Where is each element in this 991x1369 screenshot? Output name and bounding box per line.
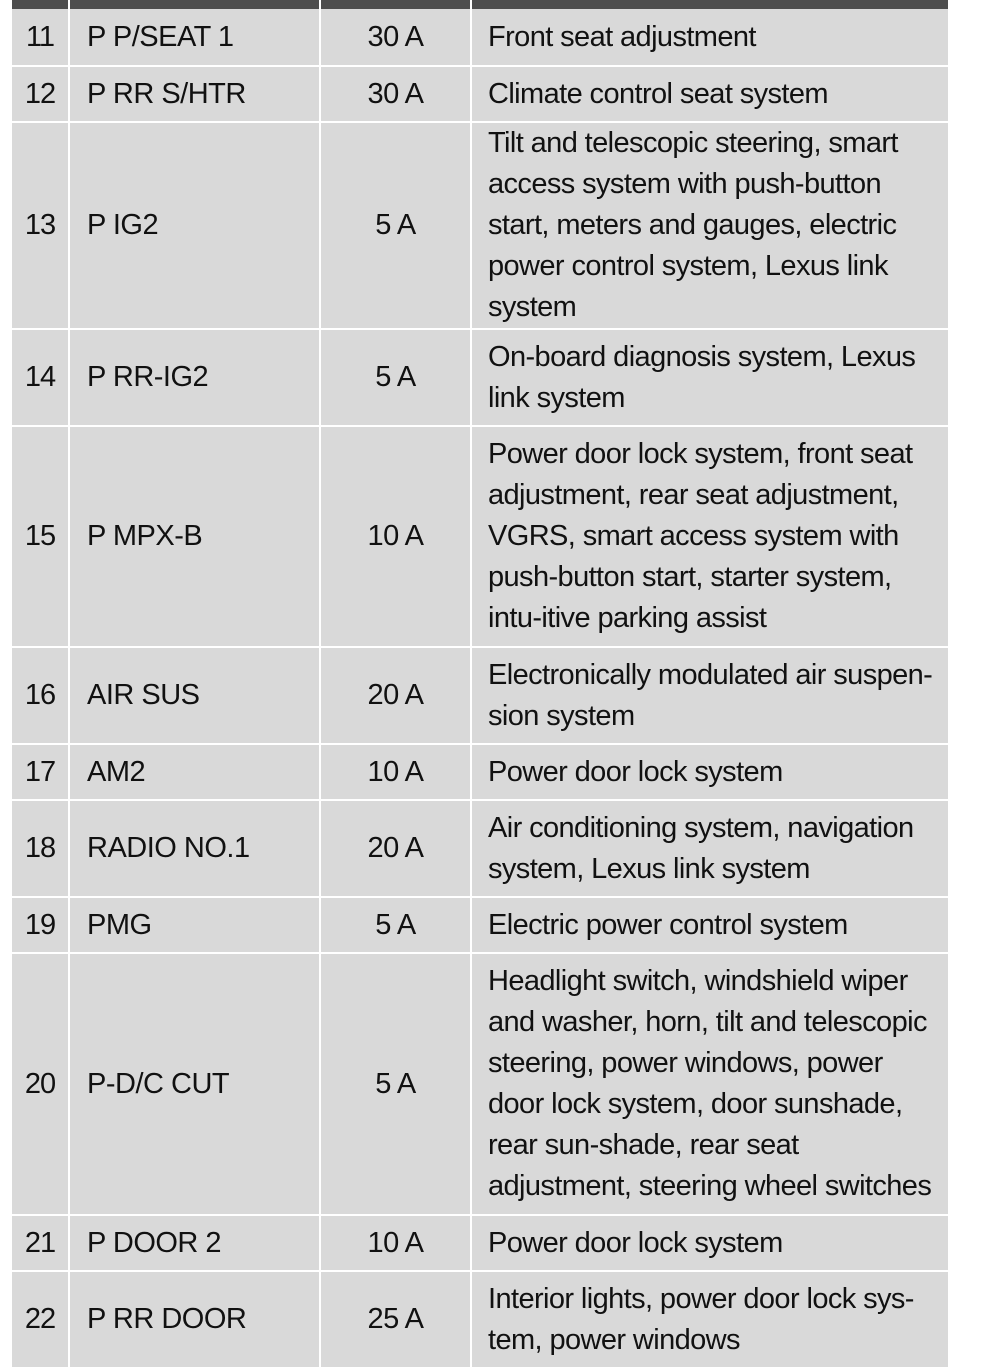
fuse-circuit: Electronically modulated air suspen-sion system — [471, 647, 948, 744]
fuse-circuit: Interior lights, power door lock sys-tem, power windows — [471, 1271, 948, 1368]
fuse-circuit: Front seat adjustment — [471, 9, 948, 66]
fuse-number: 11 — [12, 9, 69, 66]
fuse-number: 21 — [12, 1215, 69, 1271]
table-top-rule — [12, 0, 948, 9]
fuse-ampere: 5 A — [320, 953, 471, 1215]
table-row — [12, 426, 948, 647]
fuse-circuit: Tilt and telescopic steering, smart access system with push-button start, meters and gauges, electric power control system, Lexus link system — [471, 122, 948, 329]
fuse-name: AM2 — [69, 744, 320, 800]
table-row — [12, 953, 948, 1215]
fuse-ampere: 10 A — [320, 426, 471, 647]
fuse-number: 17 — [12, 744, 69, 800]
fuse-number: 16 — [12, 647, 69, 744]
fuse-name: P DOOR 2 — [69, 1215, 320, 1271]
table-row — [12, 9, 948, 66]
fuse-circuit: Air conditioning system, navigation system, Lexus link system — [471, 800, 948, 897]
fuse-name: PMG — [69, 897, 320, 953]
fuse-name: P RR-IG2 — [69, 329, 320, 426]
table-row — [12, 647, 948, 744]
table-row — [12, 122, 948, 329]
fuse-number: 12 — [12, 66, 69, 122]
fuse-number: 18 — [12, 800, 69, 897]
table-row — [12, 800, 948, 897]
fuse-circuit: Power door lock system, front seat adjustment, rear seat adjustment, VGRS, smart access system with push-button start, starter system, intu-itive parking assist — [471, 426, 948, 647]
fuse-number: 20 — [12, 953, 69, 1215]
fuse-circuit: Power door lock system — [471, 744, 948, 800]
fuse-ampere: 20 A — [320, 647, 471, 744]
fuse-ampere: 30 A — [320, 9, 471, 66]
table-row — [12, 329, 948, 426]
fuse-number: 22 — [12, 1271, 69, 1368]
table-row — [12, 1215, 948, 1271]
fuse-ampere: 5 A — [320, 329, 471, 426]
fuse-ampere: 5 A — [320, 122, 471, 329]
fuse-number: 15 — [12, 426, 69, 647]
table-row — [12, 744, 948, 800]
fuse-name: P RR S/HTR — [69, 66, 320, 122]
fuse-ampere: 20 A — [320, 800, 471, 897]
fuse-circuit: Headlight switch, windshield wiper and washer, horn, tilt and telescopic steering, power windows, power door lock system, door sunshade, rear sun-shade, rear seat adjustment, steering wheel switches — [471, 953, 948, 1215]
fuse-number: 14 — [12, 329, 69, 426]
fuse-name: P RR DOOR — [69, 1271, 320, 1368]
fuse-number: 13 — [12, 122, 69, 329]
fuse-ampere: 25 A — [320, 1271, 471, 1368]
fuse-ampere: 30 A — [320, 66, 471, 122]
fuse-name: P P/SEAT 1 — [69, 9, 320, 66]
fuse-name: RADIO NO.1 — [69, 800, 320, 897]
fuse-ampere: 5 A — [320, 897, 471, 953]
table-row — [12, 66, 948, 122]
fuse-circuit: On-board diagnosis system, Lexus link system — [471, 329, 948, 426]
fuse-circuit: Climate control seat system — [471, 66, 948, 122]
table-row — [12, 1271, 948, 1368]
fuse-ampere: 10 A — [320, 1215, 471, 1271]
fuse-name: P IG2 — [69, 122, 320, 329]
fuse-circuit: Power door lock system — [471, 1215, 948, 1271]
fuse-number: 19 — [12, 897, 69, 953]
fuse-name: P-D/C CUT — [69, 953, 320, 1215]
fuse-circuit: Electric power control system — [471, 897, 948, 953]
fuse-ampere: 10 A — [320, 744, 471, 800]
fuse-name: P MPX-B — [69, 426, 320, 647]
fuse-name: AIR SUS — [69, 647, 320, 744]
fuse-table — [12, 0, 948, 1369]
table-row — [12, 897, 948, 953]
